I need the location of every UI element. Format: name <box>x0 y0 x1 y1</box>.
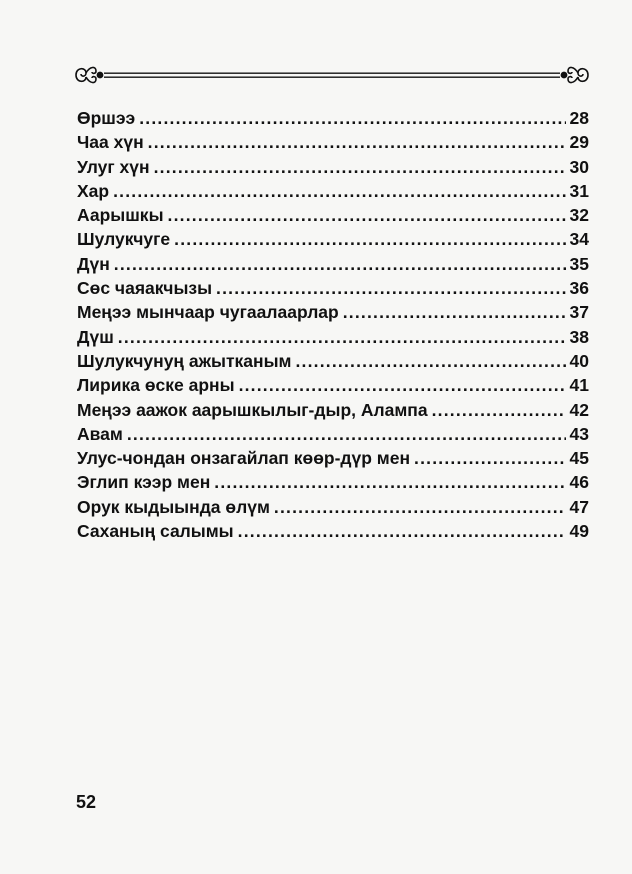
toc-entry <box>77 398 589 422</box>
toc-entry-title: Лирика өске арны <box>77 375 235 396</box>
toc-entry <box>77 470 589 494</box>
toc-entry-title: Саханың салымы <box>77 521 234 542</box>
page-number: 52 <box>76 792 97 812</box>
dot-leader <box>274 495 566 519</box>
dot-leader <box>118 325 566 349</box>
toc-entry-title: Улус-чондан онзагайлап көөр-дүр мен <box>77 448 411 469</box>
toc-entry-title: Дүш <box>77 326 114 347</box>
toc-entry-page: 31 <box>569 180 589 201</box>
toc-entry <box>77 252 589 276</box>
toc-entry <box>77 349 589 373</box>
toc-entry-page: 38 <box>569 326 589 347</box>
toc-entry-title: Хар <box>77 180 110 201</box>
toc-entry-title: Шулукчуге <box>77 229 171 250</box>
toc-entry-page: 32 <box>569 205 589 226</box>
toc-entry-title: Дүн <box>77 253 110 274</box>
toc-entry-page: 41 <box>569 375 589 396</box>
dot-leader <box>214 470 566 494</box>
toc-entry <box>77 300 589 324</box>
dot-leader <box>239 373 566 397</box>
toc-entry-page: 45 <box>569 448 589 469</box>
dot-leader <box>238 519 566 543</box>
toc-entry <box>77 203 589 227</box>
toc-entry <box>77 179 589 203</box>
toc-entry-title: Шулукчунуң ажытканым <box>77 350 292 371</box>
toc-entry <box>77 373 589 397</box>
toc-entry <box>77 495 589 519</box>
toc-entry-page: 28 <box>569 108 589 128</box>
toc-entry-title: Сөс чаяакчызы <box>77 278 213 299</box>
toc-entry-page: 36 <box>569 278 589 299</box>
dot-leader <box>432 398 566 422</box>
toc-entry-title: Чаа хүн <box>77 132 144 153</box>
toc-entry-page: 30 <box>569 156 589 177</box>
dot-leader <box>216 276 566 300</box>
toc-entry-title: Аарышкы <box>77 205 164 226</box>
table-of-contents <box>77 106 589 543</box>
dot-leader <box>127 422 566 446</box>
toc-entry-page: 29 <box>569 132 589 153</box>
dot-leader <box>139 106 566 130</box>
dot-leader <box>154 155 566 179</box>
toc-entry-title: Улуг хүн <box>77 156 150 177</box>
dot-leader <box>295 349 566 373</box>
toc-entry <box>77 325 589 349</box>
toc-entry-title: Авам <box>77 423 123 444</box>
toc-entry-page: 37 <box>569 302 589 323</box>
dot-leader <box>174 227 566 251</box>
toc-entry-title: Өршээ <box>77 108 136 128</box>
toc-entry <box>77 276 589 300</box>
ornamental-divider <box>72 62 592 88</box>
toc-entry-page: 35 <box>569 253 589 274</box>
toc-entry-page: 46 <box>569 472 589 493</box>
toc-entry-page: 47 <box>569 496 589 517</box>
toc-entry <box>77 130 589 154</box>
toc-entry <box>77 422 589 446</box>
toc-entry-page: 49 <box>569 521 589 542</box>
dot-leader <box>168 203 566 227</box>
toc-entry-page: 34 <box>569 229 589 250</box>
toc-entry-title: Орук кыдыында өлүм <box>77 496 270 517</box>
dot-leader <box>114 252 566 276</box>
toc-entry <box>77 227 589 251</box>
toc-entry-page: 40 <box>569 350 589 371</box>
dot-leader <box>113 179 566 203</box>
toc-entry <box>77 106 589 130</box>
toc-entry-title: Эглип кээр мен <box>77 472 211 493</box>
toc-entry-title: Меңээ аажок аарышкылыг-дыр, Алампа <box>77 399 428 420</box>
toc-entry-page: 42 <box>569 399 589 420</box>
dot-leader <box>414 446 566 470</box>
toc-entry <box>77 446 589 470</box>
toc-entry <box>77 155 589 179</box>
toc-entry-title: Меңээ мынчаар чугаалаарлар <box>77 302 339 323</box>
dot-leader <box>343 300 566 324</box>
dot-leader <box>148 130 566 154</box>
toc-entry-page: 43 <box>569 423 589 444</box>
toc-entry <box>77 519 589 543</box>
